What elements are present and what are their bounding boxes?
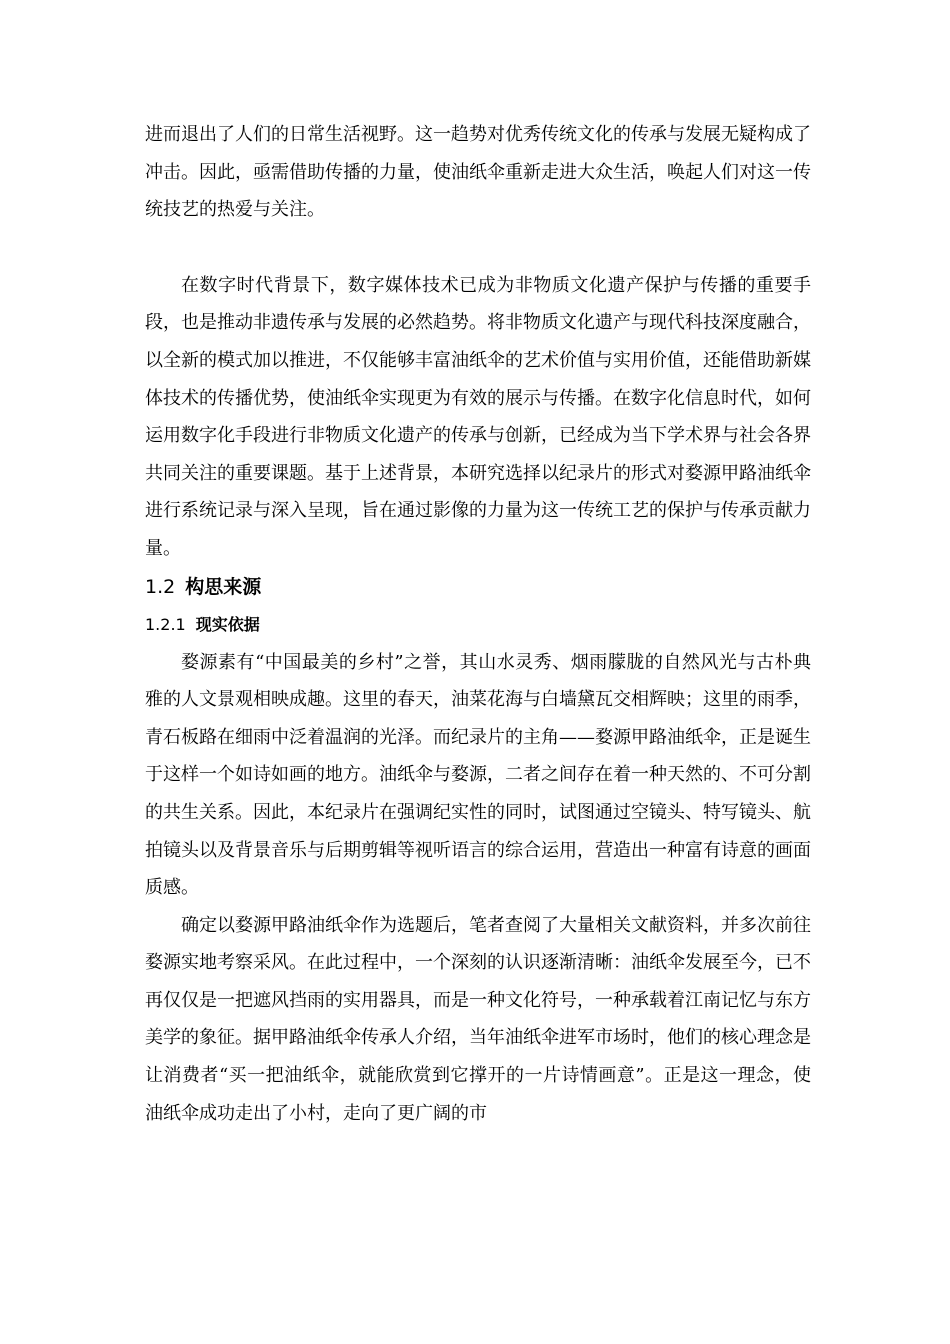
section-title: 构思来源 (185, 575, 262, 598)
body-paragraph: 进而退出了人们的日常生活视野。这一趋势对优秀传统文化的传承与发展无疑构成了冲击。因此，亟需借助传播的力量，使油纸伞重新走进大众生活，唤起人们对这一传统技艺的热爱与关注。 (145, 124, 811, 221)
section-heading (145, 568, 811, 606)
body-paragraph: 确定以婺源甲路油纸伞作为选题后，笔者查阅了大量相关文献资料，并多次前往婺源实地考察采风。在此过程中，一个深刻的认识逐渐清晰：油纸伞发展至今，已不再仅仅是一把遮风挡雨的实用器具，而是一种文化符号，一种承载着江南记忆与东方美学的象征。据甲路油纸伞传承人介绍，当年油纸伞进军市场时，他们的核心理念是让消费者“买一把油纸伞，就能欣赏到它撑开的一片诗情画意”。正是这一理念，使油纸伞成功走出了小村，走向了更广阔的市 (145, 914, 811, 1124)
subsection-title: 现实依据 (195, 614, 260, 634)
section-number: 1.2 (145, 575, 176, 598)
body-paragraph: 在数字时代背景下，数字媒体技术已成为非物质文化遗产保护与传播的重要手段，也是推动非遗传承与发展的必然趋势。将非物质文化遗产与现代科技深度融合，以全新的模式加以推进，不仅能够丰富油纸伞的艺术价值与实用价值，还能借助新媒体技术的传播优势，使油纸伞实现更为有效的展示与传播。在数字化信息时代，如何运用数字化手段进行非物质文化遗产的传承与创新，已经成为当下学术界与社会各界共同关注的重要课题。基于上述背景，本研究选择以纪录片的形式对婺源甲路油纸伞进行系统记录与深入呈现，旨在通过影像的力量为这一传统工艺的保护与传承贡献力量。 (145, 274, 811, 559)
body-paragraph: 婺源素有“中国最美的乡村”之誉，其山水灵秀、烟雨朦胧的自然风光与古朴典雅的人文景观相映成趣。这里的春天，油菜花海与白墙黛瓦交相辉映；这里的雨季，青石板路在细雨中泛着温润的光泽。而纪录片的主角——婺源甲路油纸伞，正是诞生于这样一个如诗如画的地方。油纸伞与婺源，二者之间存在着一种天然的、不可分割的共生关系。因此，本纪录片在强调纪实性的同时，试图通过空镜头、特写镜头、航拍镜头以及背景音乐与后期剪辑等视听语言的综合运用，营造出一种富有诗意的画面质感。 (145, 651, 811, 899)
subsection-heading (145, 606, 811, 644)
document-page (145, 116, 811, 1132)
paragraph-spacer (145, 229, 811, 267)
subsection-number: 1.2.1 (145, 614, 186, 634)
